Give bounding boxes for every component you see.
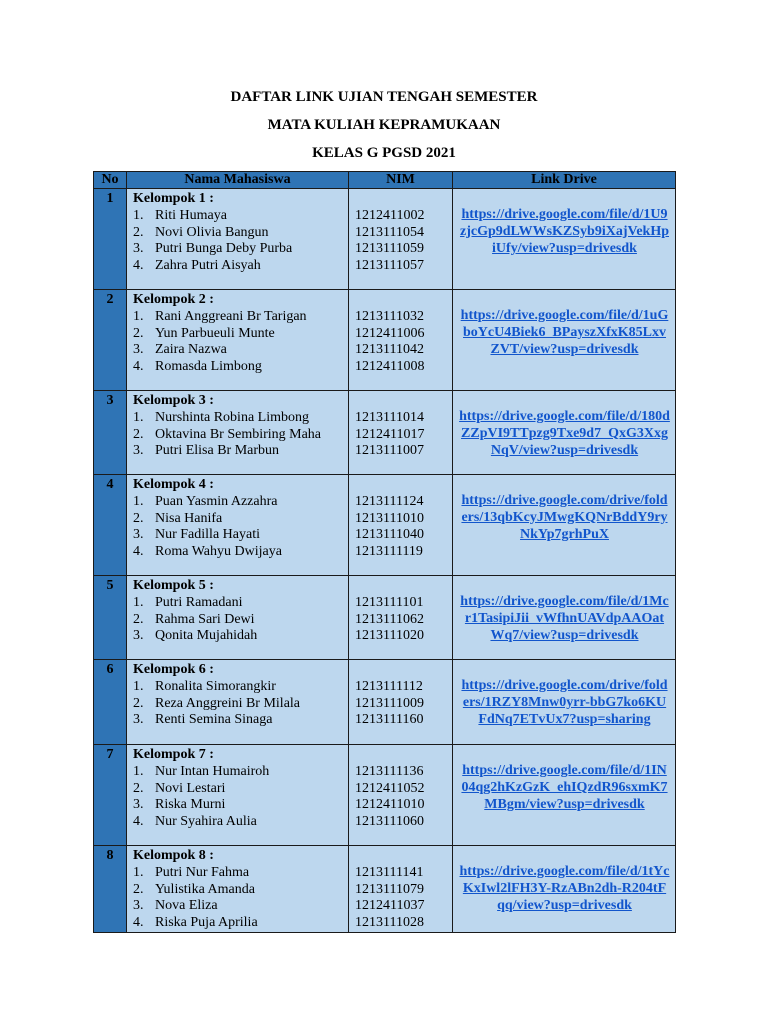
member-nim: 1213111160	[355, 712, 424, 728]
table-header-row	[94, 172, 676, 189]
course-title: MATA KULIAH KEPRAMUKAAN	[267, 117, 501, 133]
member-name: Nur Fadilla Hayati	[155, 527, 260, 543]
nim-cell	[349, 189, 453, 290]
member-nim: 1212411052	[355, 780, 425, 796]
member-index: 4.	[133, 359, 144, 375]
row-number: 3	[94, 391, 127, 475]
member-nim: 1213111010	[355, 510, 424, 526]
member-name: Putri Elisa Br Marbun	[155, 443, 280, 459]
member-name: Novi Lestari	[155, 780, 226, 796]
group-label: Kelompok 6 :	[133, 662, 214, 677]
group-label: Kelompok 2 :	[133, 292, 214, 307]
member-name: Rani Anggreani Br Tarigan	[155, 308, 307, 324]
row-number: 8	[94, 846, 127, 933]
member-name: Roma Wahyu Dwijaya	[155, 544, 282, 560]
member-index: 3.	[133, 527, 144, 543]
member-index: 4.	[133, 814, 144, 830]
member-name: Ronalita Simorangkir	[155, 678, 276, 694]
member-index: 3.	[133, 628, 144, 644]
group-members-cell	[127, 189, 349, 290]
member-index: 3.	[133, 898, 144, 914]
member-name: Riska Murni	[155, 797, 226, 813]
group-label: Kelompok 8 :	[133, 848, 214, 863]
member-index: 4.	[133, 258, 144, 274]
member-name: Putri Ramadani	[155, 594, 243, 610]
link-cell	[453, 576, 676, 660]
row-number: 7	[94, 745, 127, 846]
member-nim: 1213111009	[355, 695, 424, 711]
member-item	[133, 712, 344, 729]
member-index: 1.	[133, 493, 144, 509]
group-members-cell	[127, 576, 349, 660]
member-item	[133, 326, 344, 343]
member-nim: 1213111101	[355, 594, 424, 610]
link-cell	[453, 391, 676, 475]
member-item	[133, 427, 344, 444]
group-label: Kelompok 4 :	[133, 477, 214, 492]
member-nim: 1213111020	[355, 628, 424, 644]
member-nim: 1213111054	[355, 224, 424, 240]
table-row	[94, 576, 676, 660]
link-cell	[453, 290, 676, 391]
member-nim: 1212411010	[355, 797, 425, 813]
group-label: Kelompok 5 :	[133, 578, 214, 593]
group-members-cell	[127, 475, 349, 576]
table-row	[94, 189, 676, 290]
row-number: 6	[94, 660, 127, 745]
member-nim: 1213111062	[355, 611, 424, 627]
member-nim: 1212411037	[355, 898, 425, 914]
member-item	[133, 241, 344, 258]
member-item	[133, 628, 344, 645]
member-nim: 1212411006	[355, 325, 425, 341]
member-item	[133, 764, 344, 781]
member-name: Yulistika Amanda	[155, 881, 255, 897]
member-nim: 1213111059	[355, 241, 424, 257]
member-item	[133, 225, 344, 242]
member-item	[133, 797, 344, 814]
link-cell	[453, 475, 676, 576]
nim-cell	[349, 660, 453, 745]
member-index: 3.	[133, 443, 144, 459]
member-nim: 1212411008	[355, 359, 425, 375]
member-item	[133, 309, 344, 326]
member-index: 3.	[133, 797, 144, 813]
member-index: 2.	[133, 510, 144, 526]
member-index: 1.	[133, 308, 144, 324]
member-name: Oktavina Br Sembiring Maha	[155, 426, 322, 442]
member-name: Novi Olivia Bangun	[155, 224, 269, 240]
member-index: 1.	[133, 678, 144, 694]
member-name: Nurshinta Robina Limbong	[155, 409, 309, 425]
member-name: Nur Syahira Aulia	[155, 814, 257, 830]
table-row	[94, 846, 676, 933]
drive-link[interactable]: https://drive.google.com/drive/folders/1RZY8Mnw0yrr-bbG7ko6KUFdNq7ETvUx7?usp=sharing	[461, 678, 668, 727]
member-name: Renti Semina Sinaga	[155, 712, 273, 728]
member-nim: 1213111028	[355, 915, 424, 931]
member-item	[133, 494, 344, 511]
member-index: 1.	[133, 207, 144, 223]
member-nim: 1213111112	[355, 678, 423, 694]
member-name: Riska Puja Aprilia	[155, 915, 258, 931]
member-index: 1.	[133, 594, 144, 610]
member-name: Putri Bunga Deby Purba	[155, 241, 293, 257]
member-index: 4.	[133, 544, 144, 560]
nim-cell	[349, 290, 453, 391]
member-name: Nisa Hanifa	[155, 510, 223, 526]
nim-cell	[349, 745, 453, 846]
member-index: 1.	[133, 864, 144, 880]
table-row	[94, 660, 676, 745]
member-nim: 1213111060	[355, 814, 424, 830]
table-row	[94, 745, 676, 846]
member-item	[133, 781, 344, 798]
member-index: 2.	[133, 426, 144, 442]
member-nim: 1213111141	[355, 864, 424, 880]
group-label: Kelompok 1 :	[133, 191, 214, 206]
row-number: 1	[94, 189, 127, 290]
member-name: Zaira Nazwa	[155, 342, 227, 358]
member-nim: 1213111119	[355, 544, 423, 560]
header-no: No	[94, 172, 127, 189]
member-name: Nur Intan Humairoh	[155, 763, 270, 779]
member-name: Rahma Sari Dewi	[155, 611, 255, 627]
member-name: Qonita Mujahidah	[155, 628, 258, 644]
member-index: 2.	[133, 695, 144, 711]
member-item	[133, 443, 344, 460]
nim-cell	[349, 846, 453, 933]
header-student-name: Nama Mahasiswa	[127, 172, 349, 189]
member-nim: 1213111014	[355, 409, 424, 425]
nim-cell	[349, 391, 453, 475]
member-item	[133, 814, 344, 831]
member-index: 4.	[133, 915, 144, 931]
member-nim: 1213111040	[355, 527, 424, 543]
header-link-drive: Link Drive	[453, 172, 676, 189]
group-members-cell	[127, 290, 349, 391]
member-item	[133, 915, 344, 932]
drive-link[interactable]: https://drive.google.com/file/d/1uGboYcU4Biek6_BPayszXfxK85LxvZVT/view?usp=drivesdk	[460, 308, 669, 357]
member-index: 3.	[133, 241, 144, 257]
member-index: 2.	[133, 325, 144, 341]
member-name: Zahra Putri Aisyah	[155, 258, 261, 274]
member-nim: 1213111032	[355, 308, 424, 324]
member-item	[133, 612, 344, 629]
member-item	[133, 258, 344, 275]
table-row	[94, 391, 676, 475]
row-number: 5	[94, 576, 127, 660]
class-title: KELAS G PGSD 2021	[312, 145, 456, 161]
member-index: 1.	[133, 763, 144, 779]
member-index: 1.	[133, 409, 144, 425]
member-item	[133, 544, 344, 561]
link-cell	[453, 846, 676, 933]
drive-link[interactable]: https://drive.google.com/file/d/1IN04qg2hKzGzK_ehIQzdR96sxmK7MBgm/view?usp=drivesdk	[461, 763, 668, 812]
member-nim: 1213111042	[355, 342, 424, 358]
member-name: Nova Eliza	[155, 898, 218, 914]
table-row	[94, 290, 676, 391]
member-item	[133, 208, 344, 225]
member-nim: 1213111136	[355, 763, 424, 779]
row-number: 2	[94, 290, 127, 391]
member-index: 2.	[133, 224, 144, 240]
nim-cell	[349, 475, 453, 576]
drive-link[interactable]: https://drive.google.com/file/d/1U9zjcGp9dLWWsKZSyb9iXajVekHpiUfy/view?usp=drivesdk	[459, 207, 669, 256]
exam-link-table	[93, 171, 676, 933]
member-name: Romasda Limbong	[155, 359, 262, 375]
member-item	[133, 882, 344, 899]
member-index: 2.	[133, 881, 144, 897]
member-name: Yun Parbueuli Munte	[155, 325, 275, 341]
member-name: Puan Yasmin Azzahra	[155, 493, 278, 509]
member-item	[133, 696, 344, 713]
member-item	[133, 359, 344, 376]
member-name: Riti Humaya	[155, 207, 227, 223]
document-title: DAFTAR LINK UJIAN TENGAH SEMESTER	[230, 89, 538, 105]
group-members-cell	[127, 846, 349, 933]
member-item	[133, 410, 344, 427]
group-members-cell	[127, 391, 349, 475]
drive-link[interactable]: https://drive.google.com/drive/folders/13qbKcyJMwgKQNrBddY9ryNkYp7grhPuX	[461, 493, 668, 542]
drive-link[interactable]: https://drive.google.com/file/d/180dZZpVI9TTpzg9Txe9d7_QxG3XxgNqV/view?usp=drivesdk	[459, 409, 670, 458]
member-item	[133, 342, 344, 359]
member-item	[133, 679, 344, 696]
member-nim: 1212411002	[355, 207, 425, 223]
nim-cell	[349, 576, 453, 660]
member-index: 2.	[133, 611, 144, 627]
group-label: Kelompok 7 :	[133, 747, 214, 762]
member-nim: 1213111079	[355, 881, 424, 897]
member-index: 3.	[133, 342, 144, 358]
group-members-cell	[127, 745, 349, 846]
member-item	[133, 865, 344, 882]
link-cell	[453, 745, 676, 846]
member-item	[133, 595, 344, 612]
group-members-cell	[127, 660, 349, 745]
group-label: Kelompok 3 :	[133, 393, 214, 408]
table-row	[94, 475, 676, 576]
link-cell	[453, 189, 676, 290]
drive-link[interactable]: https://drive.google.com/file/d/1Mcr1TasipiJii_vWfhnUAVdpAAOatWq7/view?usp=drivesdk	[460, 594, 669, 643]
header-nim: NIM	[349, 172, 453, 189]
member-name: Reza Anggreini Br Milala	[155, 695, 301, 711]
member-item	[133, 898, 344, 915]
member-nim: 1213111057	[355, 258, 424, 274]
member-index: 2.	[133, 780, 144, 796]
member-nim: 1213111007	[355, 443, 424, 459]
link-cell	[453, 660, 676, 745]
member-item	[133, 527, 344, 544]
member-nim: 1212411017	[355, 426, 425, 442]
member-index: 3.	[133, 712, 144, 728]
member-item	[133, 511, 344, 528]
member-name: Putri Nur Fahma	[155, 864, 250, 880]
row-number: 4	[94, 475, 127, 576]
drive-link[interactable]: https://drive.google.com/file/d/1tYcKxIwl2lFH3Y-RzABn2dh-R204tFqq/view?usp=drivesdk	[459, 864, 670, 913]
member-nim: 1213111124	[355, 493, 424, 509]
